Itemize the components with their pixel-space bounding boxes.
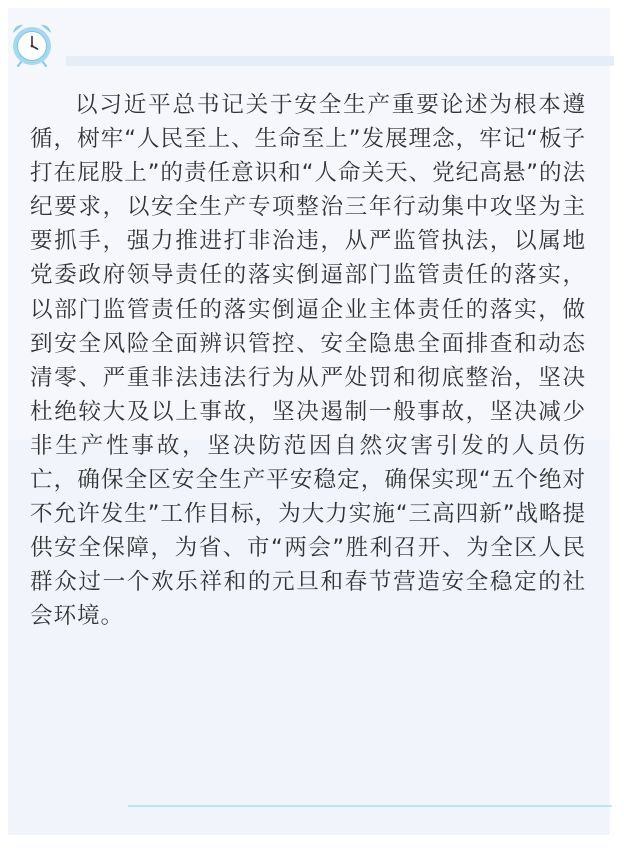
header-bar xyxy=(66,56,614,66)
alarm-clock-icon xyxy=(6,18,58,70)
bottom-divider xyxy=(128,805,612,807)
article-paragraph: 以习近平总书记关于安全生产重要论述为根本遵循，树牢“人民至上、生命至上”发展理念，牢记“板子打在屁股上”的责任意识和“人命关天、党纪高悬”的法纪要求，以安全生产专项整治三年行动集中攻坚为主要抓手，强力推进打非治违，从严监管执法，以属地党委政府领导责任的落实倒逼部门监管责任的落实，以部门监管责任的落实倒逼企业主体责任的落实，做到安全风险全面辨识管控、安全隐患全面排查和动态清零、严重非法违法行为从严处罚和彻底整治，坚决杜绝较大及以上事故，坚决遏制一般事故，坚决减少非生产性事故，坚决防范因自然灾害引发的人员伤亡，确保全区安全生产平安稳定，确保实现“五个绝对不允许发生”工作目标，为大力实施“三高四新”战略提供安全保障，为省、市“两会”胜利召开、为全区人民群众过一个欢乐祥和的元旦和春节营造安全稳定的社会环境。 xyxy=(30,92,586,630)
